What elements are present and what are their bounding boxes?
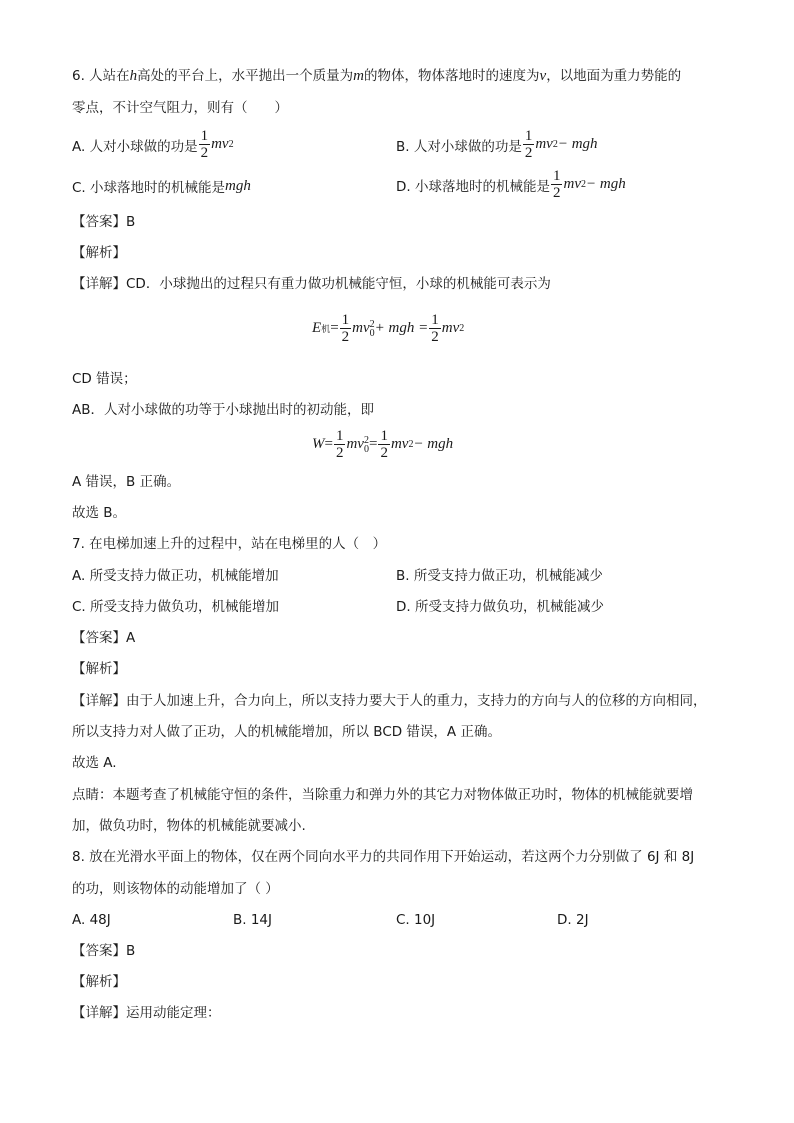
option-label: B. 人对小球做的功是 xyxy=(396,138,522,155)
fraction-half xyxy=(340,312,352,345)
q7-detail-line2: 所以支持力对人做了正功，人的机械能增加，所以 BCD 错误，A 正确。 xyxy=(72,724,501,740)
q7-stem: 7. 在电梯加速上升的过程中，站在电梯里的人（ ） xyxy=(72,536,387,552)
math-mv: mv xyxy=(563,176,581,192)
q6-stem-part: ，以地面为重力势能的 xyxy=(546,68,682,84)
fraction-half xyxy=(523,128,535,161)
q6-stem-part: 的物体，物体落地时的速度为 xyxy=(364,68,540,84)
subscript-zero: 0 xyxy=(369,327,375,339)
equals-sign: = xyxy=(330,320,339,336)
superscript: 2 xyxy=(369,318,375,330)
q6-answer: 【答案】B xyxy=(72,214,136,230)
fraction-half xyxy=(429,312,441,345)
math-mv: mv xyxy=(441,320,460,336)
fraction-half xyxy=(551,168,563,201)
q7-answer: 【答案】A xyxy=(72,630,136,646)
numerator: 1 xyxy=(552,168,561,184)
q8-detail: 【详解】运用动能定理： xyxy=(72,1005,221,1021)
equals-sign: = xyxy=(324,436,333,452)
q7-option-a: A. 所受支持力做正功，机械能增加 xyxy=(72,568,279,584)
fraction-half xyxy=(199,128,211,161)
math-mv: mv xyxy=(535,136,553,152)
denominator: 2 xyxy=(341,329,350,345)
superscript: 2 xyxy=(580,179,586,190)
fraction-half xyxy=(378,428,390,461)
q6-stem-line2: 零点，不计空气阻力，则有（ ） xyxy=(72,100,288,116)
option-label: A. 人对小球做的功是 xyxy=(72,138,198,155)
q6-ab-text: AB．人对小球做的功等于小球抛出时的初动能，即 xyxy=(72,402,374,418)
math-minus-mgh: − mgh xyxy=(413,436,454,452)
superscript: 2 xyxy=(228,139,234,150)
q7-detail-line1: 【详解】由于人加速上升，合力向上，所以支持力要大于人的重力，支持力的方向与人的位移的方向相同， xyxy=(72,693,707,709)
superscript: 2 xyxy=(459,323,465,334)
q6-cd-wrong: CD 错误； xyxy=(72,371,137,387)
q6-stem-part: 高处的平台上，水平抛出一个质量为 xyxy=(137,68,354,84)
option-label: C. 小球落地时的机械能是 xyxy=(72,180,226,196)
numerator: 1 xyxy=(341,312,350,328)
equals-sign: = xyxy=(368,436,378,452)
q8-option-c: C. 10J xyxy=(396,912,436,928)
numerator: 1 xyxy=(431,312,439,328)
denominator: 2 xyxy=(200,145,209,161)
denominator: 2 xyxy=(380,445,388,461)
q6-ab-result: A 错误，B 正确。 xyxy=(72,474,181,490)
q6-stem-part: 6. 人站在 xyxy=(72,68,130,84)
q7-option-c: C. 所受支持力做负功，机械能增加 xyxy=(72,599,280,615)
option-label: D. 小球落地时的机械能是 xyxy=(396,178,550,195)
var-m: m xyxy=(353,68,365,84)
math-mv0: mv xyxy=(352,320,370,336)
math-minus-mgh: − mgh xyxy=(557,136,598,152)
numerator: 1 xyxy=(380,428,388,444)
subscript-zero: 0 xyxy=(363,443,369,455)
math-E: E xyxy=(312,320,322,336)
math-mgh: mgh xyxy=(225,177,251,194)
denominator: 2 xyxy=(524,145,533,161)
denominator: 2 xyxy=(335,445,344,461)
q7-option-b: B. 所受支持力做正功，机械能减少 xyxy=(396,568,603,584)
q7-note-line2: 加，做负功时，物体的机械能就要减小. xyxy=(72,818,306,834)
numerator: 1 xyxy=(524,128,533,144)
q8-answer: 【答案】B xyxy=(72,943,136,959)
q6-option-d xyxy=(396,168,626,201)
q6-detail: 【详解】CD．小球抛出的过程只有重力做功机械能守恒，小球的机械能可表示为 xyxy=(72,276,551,292)
q6-analysis-heading: 【解析】 xyxy=(72,245,126,261)
math-mv: mv xyxy=(211,136,229,152)
superscript: 2 xyxy=(363,434,369,446)
subscript-mechanical: 机 xyxy=(321,325,331,335)
fraction-half xyxy=(334,428,346,461)
numerator: 1 xyxy=(200,128,209,144)
q8-option-b: B. 14J xyxy=(233,912,273,928)
math-mv: mv xyxy=(390,436,409,452)
q7-choose: 故选 A. xyxy=(72,755,117,771)
numerator: 1 xyxy=(335,428,344,444)
q7-analysis-heading: 【解析】 xyxy=(72,661,126,677)
q6-option-c xyxy=(72,176,251,196)
q6-option-a xyxy=(72,128,234,161)
math-mv0: mv xyxy=(346,436,364,452)
math-plus-mgh: + mgh = xyxy=(374,320,429,336)
q8-stem-line2: 的功，则该物体的动能增加了（ ） xyxy=(72,881,279,897)
math-minus-mgh: − mgh xyxy=(585,176,626,192)
var-v: v xyxy=(539,68,547,84)
q6-equation-2 xyxy=(312,428,453,461)
q7-option-d: D. 所受支持力做负功，机械能减少 xyxy=(396,599,604,615)
q6-stem-line1 xyxy=(72,67,681,85)
q6-choose: 故选 B。 xyxy=(72,505,127,521)
q6-equation-1 xyxy=(312,312,464,345)
denominator: 2 xyxy=(431,329,439,345)
superscript: 2 xyxy=(408,439,414,450)
q8-option-d: D. 2J xyxy=(557,912,589,928)
var-h: h xyxy=(129,68,138,84)
denominator: 2 xyxy=(552,185,561,201)
q8-stem-line1: 8. 放在光滑水平面上的物体，仅在两个同向水平力的共同作用下开始运动，若这两个力分别做了 6J 和 8J xyxy=(72,849,695,865)
q6-option-b xyxy=(396,128,598,161)
q7-note-line1: 点睛：本题考查了机械能守恒的条件，当除重力和弹力外的其它力对物体做正功时，物体的机械能就要增 xyxy=(72,787,693,803)
math-W: W xyxy=(312,436,325,452)
superscript: 2 xyxy=(552,139,558,150)
q8-analysis-heading: 【解析】 xyxy=(72,974,126,990)
q8-option-a: A. 48J xyxy=(72,912,111,928)
